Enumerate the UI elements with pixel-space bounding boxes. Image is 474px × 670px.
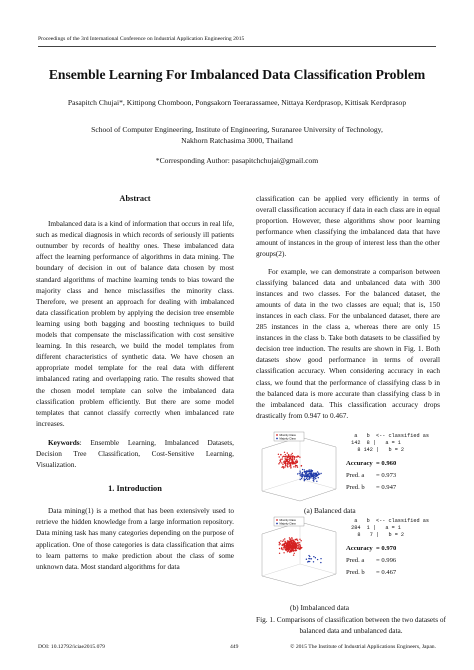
minority-point [287,460,288,461]
majority-point [311,471,312,472]
majority-point [309,476,310,477]
preda-label-b: Pred. a [346,557,365,564]
scatter-plot-imbalanced [256,516,340,594]
accuracy-row-b [346,543,396,555]
minority-point [295,461,296,462]
minority-point [288,541,289,542]
minority-point [296,459,297,460]
minority-point [278,463,279,464]
legend-majority-marker [276,523,278,525]
right-paragraph-2: For example, we can demonstrate a comparison between classifying balanced data and unbalanced data with 300 instances and two classes. For the balanced dataset, the amounts of data in the two classes are equal; that is, 150 instances in each class. For the unbalanced dataset, there are 285 instances in the class a, whereas there are only 15 instances in the class b. Take both datasets to be classified by decision tree induction. The results are shown in Fig. 1. Both datasets show good performance in terms of overall classification accuracy. When considering accuracy in each class, we found that the performance of classifying class b in the balanced data is more accurate than classifying class b in the imbalanced data. This classification accuracy drops drastically from 0.947 to 0.467. [256,266,440,420]
minority-point [287,466,288,467]
minority-point [287,551,288,552]
minority-point [295,465,296,466]
majority-point [304,469,305,470]
minority-point [298,545,299,546]
minority-point [297,540,298,541]
minority-point [292,547,293,548]
minority-point [296,456,297,457]
minority-point [297,467,298,468]
minority-point [287,545,288,546]
majority-point [309,556,310,557]
minority-point [289,542,290,543]
confusion-matrix-a: a b <-- classified as 142 8 | a = 1 8 142 | b = 2 [351,433,429,453]
preda-row-b [346,555,396,567]
minority-point [299,457,300,458]
majority-point [310,474,311,475]
legend-majority-marker [276,438,278,440]
minority-point [300,540,301,541]
plot-axis [300,564,336,574]
legend-minority-marker [276,519,278,521]
minority-point [291,454,292,455]
minority-point [287,464,288,465]
plot-frame [262,437,336,501]
majority-point [312,474,313,475]
majority-point [297,473,298,474]
minority-point [283,539,284,540]
legend-minority-label: Minority Class [279,434,296,437]
accuracy-label-a: Accuracy [346,460,373,467]
majority-point [303,478,304,479]
plot-axis [262,479,300,491]
minority-point [282,458,283,459]
affiliation [0,124,474,146]
plot-legend [274,432,304,441]
minority-point [284,541,285,542]
majority-point [299,473,300,474]
caption-a: (a) Balanced data [304,506,356,515]
author-list: Pasapitch Chujai*, Kittipong Chomboon, Pongsakorn Teerarassamee, Nittaya Kerdprasop, Kittisak Kerdprasop [67,98,407,107]
majority-point [307,471,308,472]
minority-point [289,548,290,549]
majority-point [305,471,306,472]
minority-point [280,540,281,541]
minority-point [284,547,285,548]
predb-value-a: = 0.947 [376,484,397,491]
introduction-text: Data mining(1) is a method that has been extensively used to retrieve the hidden knowledge from a large information repository. Data mining task has many categories depending on the purpose of application. One of those categories is data classification that aims to learn patterns to make prediction about the class of some unknown data. Most standard algorithms for data [36,506,234,571]
minority-point [285,456,286,457]
preda-value-b: = 0.996 [376,557,397,564]
minority-point [280,459,281,460]
abstract-text: Imbalanced data is a kind of information that occurs in real life, such as medical diagnosis in which records of seriously ill patients outnumber by records of healthy ones. These imbalanced data affect the learning performance of algorithms in data mining. The boundary of decision in out of balance data chosen by most standard algorithms of machine learning tends to bias toward the majority class and hence misclassifies the minority class. Therefore, we present an approach for dealing with imbalanced data classification problem by applying the decision tree ensemble learning using both bagging and boosting techniques to build models that compensate the misclassification with cost sensitive learning. In this research, we build the model templates from different characteristics of synthetic data. We have chosen an appropriate model template for the real data with different imbalanced rating and overlapping ratio. The results showed that the chosen model template can solve the imbalanced data classification problem efficiently. But there are some model templates that cannot classify correctly when imbalanced rate increases. [36,219,235,428]
majority-point [315,473,316,474]
preda-value-a: = 0.973 [376,472,397,479]
plot-axis [300,479,336,489]
minority-point [299,539,300,540]
left-column [36,193,234,572]
minority-point [294,459,295,460]
majority-point [299,471,300,472]
plot-legend [274,517,304,526]
minority-point [297,461,298,462]
minority-point [285,465,286,466]
minority-point [291,459,292,460]
minority-point [296,538,297,539]
minority-point [294,553,295,554]
minority-point [283,552,284,553]
introduction-heading: 1. Introduction [108,484,162,494]
minority-point [280,454,281,455]
minority-point [278,454,279,455]
minority-point [301,465,302,466]
accuracy-value-a: = 0.960 [376,460,397,467]
preda-row-a [346,470,396,482]
majority-point [309,561,310,562]
majority-point [309,477,310,478]
minority-point [291,543,292,544]
majority-point [313,473,314,474]
majority-point [300,472,301,473]
footer-copyright: © 2015 The Institute of Industrial Applications Engineers, Japan. [290,644,436,650]
minority-point [299,542,300,543]
majority-point [300,474,301,475]
minority-point [282,541,283,542]
minority-point [286,548,287,549]
minority-point [292,457,293,458]
minority-point [286,543,287,544]
majority-point [304,480,305,481]
minority-point [284,452,285,453]
minority-point [295,466,296,467]
majority-point [313,561,314,562]
majority-point [317,559,318,560]
majority-point [306,559,307,560]
minority-point [298,547,299,548]
majority-point [317,471,318,472]
minority-point [279,553,280,554]
majority-point [311,475,312,476]
minority-point [285,454,286,455]
minority-point [287,542,288,543]
keywords-text: : Ensemble Learning, Imbalanced Datasets, Decision Tree Classification, Cost-Sensitive Learning, Visualization. [36,437,234,470]
majority-point [302,472,303,473]
minority-point [283,456,284,457]
minority-point [293,541,294,542]
minority-point [284,538,285,539]
minority-point [292,544,293,545]
predb-label-b: Pred. b [346,569,365,576]
minority-point [284,546,285,547]
minority-point [290,551,291,552]
majority-point [301,478,302,479]
minority-point [285,549,286,550]
majority-point [320,473,321,474]
majority-point [305,473,306,474]
minority-point [293,554,294,555]
footer-page-number: 449 [230,644,239,650]
stats-b [346,543,396,579]
minority-point [289,549,290,550]
minority-point [295,462,296,463]
minority-point [290,465,291,466]
affiliation-line-2: Nakhorn Ratchasima 3000, Thailand [181,136,293,145]
majority-point [313,479,314,480]
majority-point [313,556,314,557]
majority-point [309,471,310,472]
legend-majority-label: Majority Class [279,522,296,526]
predb-row-a [346,482,396,494]
minority-point [291,538,292,539]
predb-row-b [346,567,396,579]
accuracy-row-a [346,458,396,470]
majority-point [319,473,320,474]
minority-point [299,546,300,547]
minority-point [283,467,284,468]
majority-point [318,477,319,478]
minority-point [290,462,291,463]
minority-point [295,550,296,551]
minority-point [297,542,298,543]
minority-point [299,544,300,545]
minority-point [283,461,284,462]
minority-point [287,452,288,453]
minority-point [290,538,291,539]
majority-point [308,558,309,559]
minority-point [279,548,280,549]
majority-point [299,479,300,480]
figure-caption: Fig. 1. Comparisons of classification between the two datasets of balanced data and unbalanced data. [256,615,446,635]
minority-point [291,546,292,547]
minority-point [297,462,298,463]
majority-point [308,479,309,480]
minority-point [289,537,290,538]
corresponding-author: *Corresponding Author: pasapitchchujai@gmail.com [155,156,319,165]
majority-point [317,475,318,476]
majority-point [307,561,308,562]
majority-point [318,472,319,473]
majority-point [308,469,309,470]
right-column [256,193,440,421]
majority-point [311,558,312,559]
minority-point [292,550,293,551]
minority-point [291,463,292,464]
scatter-plot-balanced [256,431,340,509]
minority-point [282,549,283,550]
majority-point [315,478,316,479]
minority-point [293,462,294,463]
minority-point [282,464,283,465]
majority-point [302,473,303,474]
minority-point [301,547,302,548]
footer-doi: DOI: 10.12792/iciae2015.079 [38,644,105,650]
paper-title: Ensemble Learning For Imbalanced Data Classification Problem [48,67,426,82]
majority-point [307,475,308,476]
minority-point [290,466,291,467]
minority-point [296,465,297,466]
majority-point [304,474,305,475]
minority-point [295,543,296,544]
minority-point [285,461,286,462]
majority-point [302,469,303,470]
accuracy-value-b: = 0.970 [376,545,397,552]
minority-point [293,466,294,467]
majority-point [313,480,314,481]
abstract-heading: Abstract [119,194,151,203]
minority-point [288,457,289,458]
minority-point [288,546,289,547]
minority-point [279,462,280,463]
minority-point [290,457,291,458]
legend-minority-marker [276,434,278,436]
figure-1b [256,516,446,606]
running-header: Proceedings of the 3rd International Conference on Industrial Application Engineering 2015 [38,36,245,42]
minority-point [292,453,293,454]
majority-point [302,476,303,477]
preda-label-a: Pred. a [346,472,365,479]
right-paragraph-1: classification can be applied very efficiently in terms of overall classification accuracy if data in each class are in equal proportion. However, these algorithms show poor learning performance when classifying the imbalanced data that have amount of instances in the group of interest less than the other groups(2). [256,194,440,259]
majority-point [316,481,317,482]
minority-point [281,548,282,549]
minority-point [290,545,291,546]
majority-point [304,476,305,477]
minority-point [281,462,282,463]
minority-point [284,466,285,467]
predb-label-a: Pred. b [346,484,365,491]
minority-point [294,457,295,458]
minority-point [288,462,289,463]
keywords-label: Keywords [48,437,80,447]
caption-b: (b) Imbalanced data [290,603,350,612]
stats-a [346,458,396,494]
predb-value-b: = 0.467 [376,569,397,576]
minority-point [291,540,292,541]
legend-minority-label: Minority Class [279,519,296,522]
minority-point [285,459,286,460]
keywords [36,437,234,470]
majority-point [307,479,308,480]
minority-point [281,467,282,468]
majority-point [320,562,321,563]
minority-point [279,544,280,545]
affiliation-line-1: School of Computer Engineering, Institute of Engineering, Suranaree University of Technology, [91,125,383,134]
minority-point [287,456,288,457]
minority-point [284,462,285,463]
plot-axis [262,564,300,576]
header-rule [38,46,436,47]
plot-frame [262,522,336,586]
minority-point [291,542,292,543]
minority-point [299,549,300,550]
legend-majority-label: Majority Class [279,437,296,441]
majority-point [320,558,321,559]
minority-point [279,542,280,543]
minority-point [284,544,285,545]
majority-point [315,557,316,558]
minority-point [279,456,280,457]
minority-point [295,547,296,548]
majority-point [313,477,314,478]
confusion-matrix-b: a b <-- classified as 284 1 | a = 1 8 7 | b = 2 [351,518,429,538]
accuracy-label-b: Accuracy [346,545,373,552]
